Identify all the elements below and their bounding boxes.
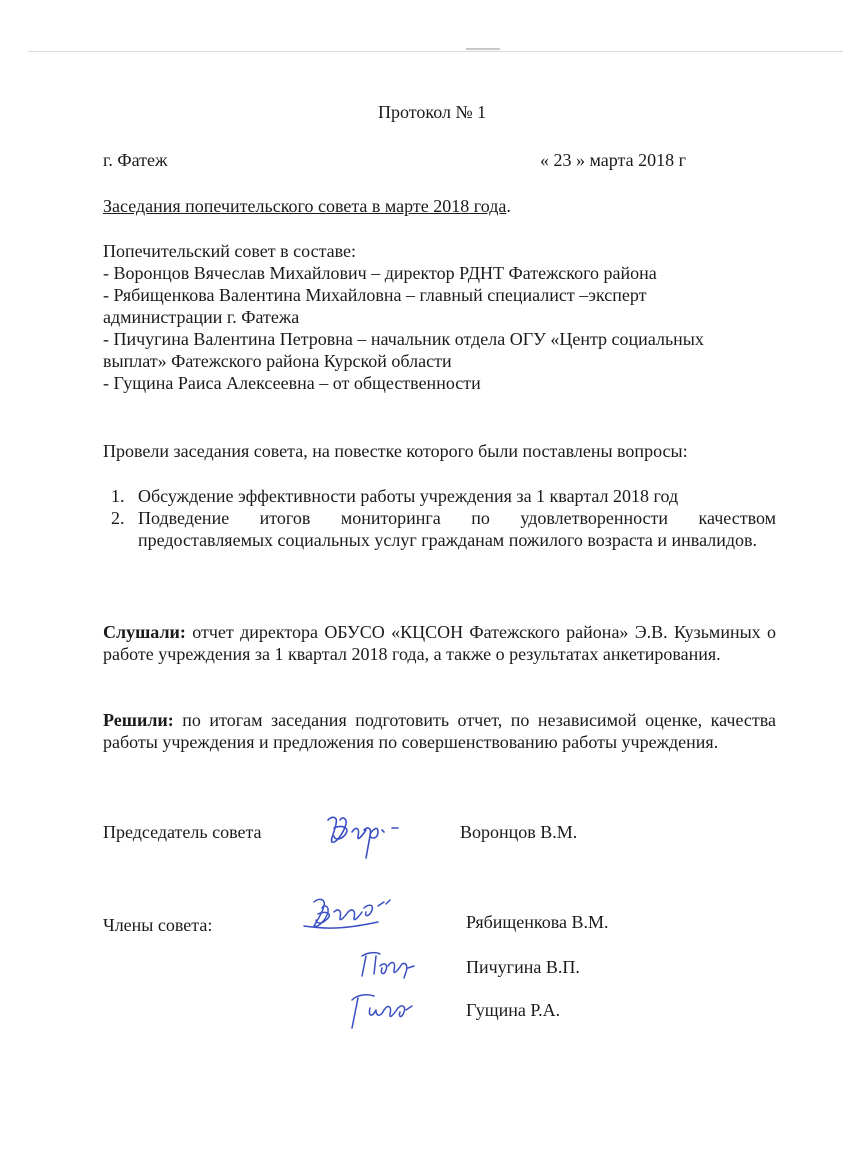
member-line: выплат» Фатежского района Курской области xyxy=(103,351,452,371)
agenda-item-text: Обсуждение эффективности работы учреждения за 1 квартал 2018 год xyxy=(138,486,679,506)
subject-text: Заседания попечительского совета в марте 2018 года xyxy=(103,196,507,216)
document-city: г. Фатеж xyxy=(103,150,168,170)
composition-intro: Попечительский совет в составе: xyxy=(103,241,357,261)
member-name-3: Гущина Р.А. xyxy=(466,1000,561,1020)
document-subject xyxy=(103,195,511,217)
scan-mark xyxy=(466,48,500,50)
member-line: - Воронцов Вячеслав Михайлович – директор РДНТ Фатежского района xyxy=(103,263,657,283)
subject-period: . xyxy=(506,196,511,216)
document-title: Протокол № 1 xyxy=(378,102,487,122)
member-name-2: Пичугина В.П. xyxy=(466,957,580,977)
member-name-1: Рябищенкова В.М. xyxy=(466,912,609,932)
agenda-item-number: 1. xyxy=(111,486,125,506)
agenda-item-number: 2. xyxy=(111,508,125,528)
members-label: Члены совета: xyxy=(103,915,213,935)
members-list xyxy=(103,262,763,394)
decided-text: по итогам заседания подготовить отчет, по независимой оценке, качества работы учреждения и предложения по совершенствованию работы учреждения. xyxy=(103,710,776,752)
scan-edge-line xyxy=(28,51,843,52)
agenda-item xyxy=(103,507,776,551)
member-line: - Рябищенкова Валентина Михайловна – главный специалист –эксперт xyxy=(103,285,647,305)
agenda-list xyxy=(103,485,776,551)
member-signature-2 xyxy=(354,948,418,984)
chair-signature xyxy=(322,806,418,862)
heard-paragraph xyxy=(103,621,776,665)
heard-label: Слушали: xyxy=(103,622,186,642)
agenda-item-text: Подведение итогов мониторинга по удовлетворенности качеством предоставляемых социальных услуг гражданам пожилого возраста и инвалидов. xyxy=(138,508,776,550)
member-signature-3 xyxy=(344,988,420,1034)
decided-paragraph xyxy=(103,709,776,753)
member-line: администрации г. Фатежа xyxy=(103,307,300,327)
member-line: - Пичугина Валентина Петровна – начальник отдела ОГУ «Центр социальных xyxy=(103,329,704,349)
document-date: « 23 » марта 2018 г xyxy=(540,150,686,170)
chair-name: Воронцов В.М. xyxy=(460,822,578,842)
heard-text: отчет директора ОБУСО «КЦСОН Фатежского района» Э.В. Кузьминых о работе учреждения за 1 квартал 2018 года, а также о результатах анкетирования. xyxy=(103,622,776,664)
chair-label: Председатель совета xyxy=(103,822,262,842)
member-signature-1 xyxy=(300,892,400,938)
agenda-intro: Провели заседания совета, на повестке которого были поставлены вопросы: xyxy=(103,441,688,461)
decided-label: Решили: xyxy=(103,710,174,730)
agenda-item xyxy=(103,485,776,507)
member-line: - Гущина Раиса Алексеевна – от общественности xyxy=(103,373,481,393)
